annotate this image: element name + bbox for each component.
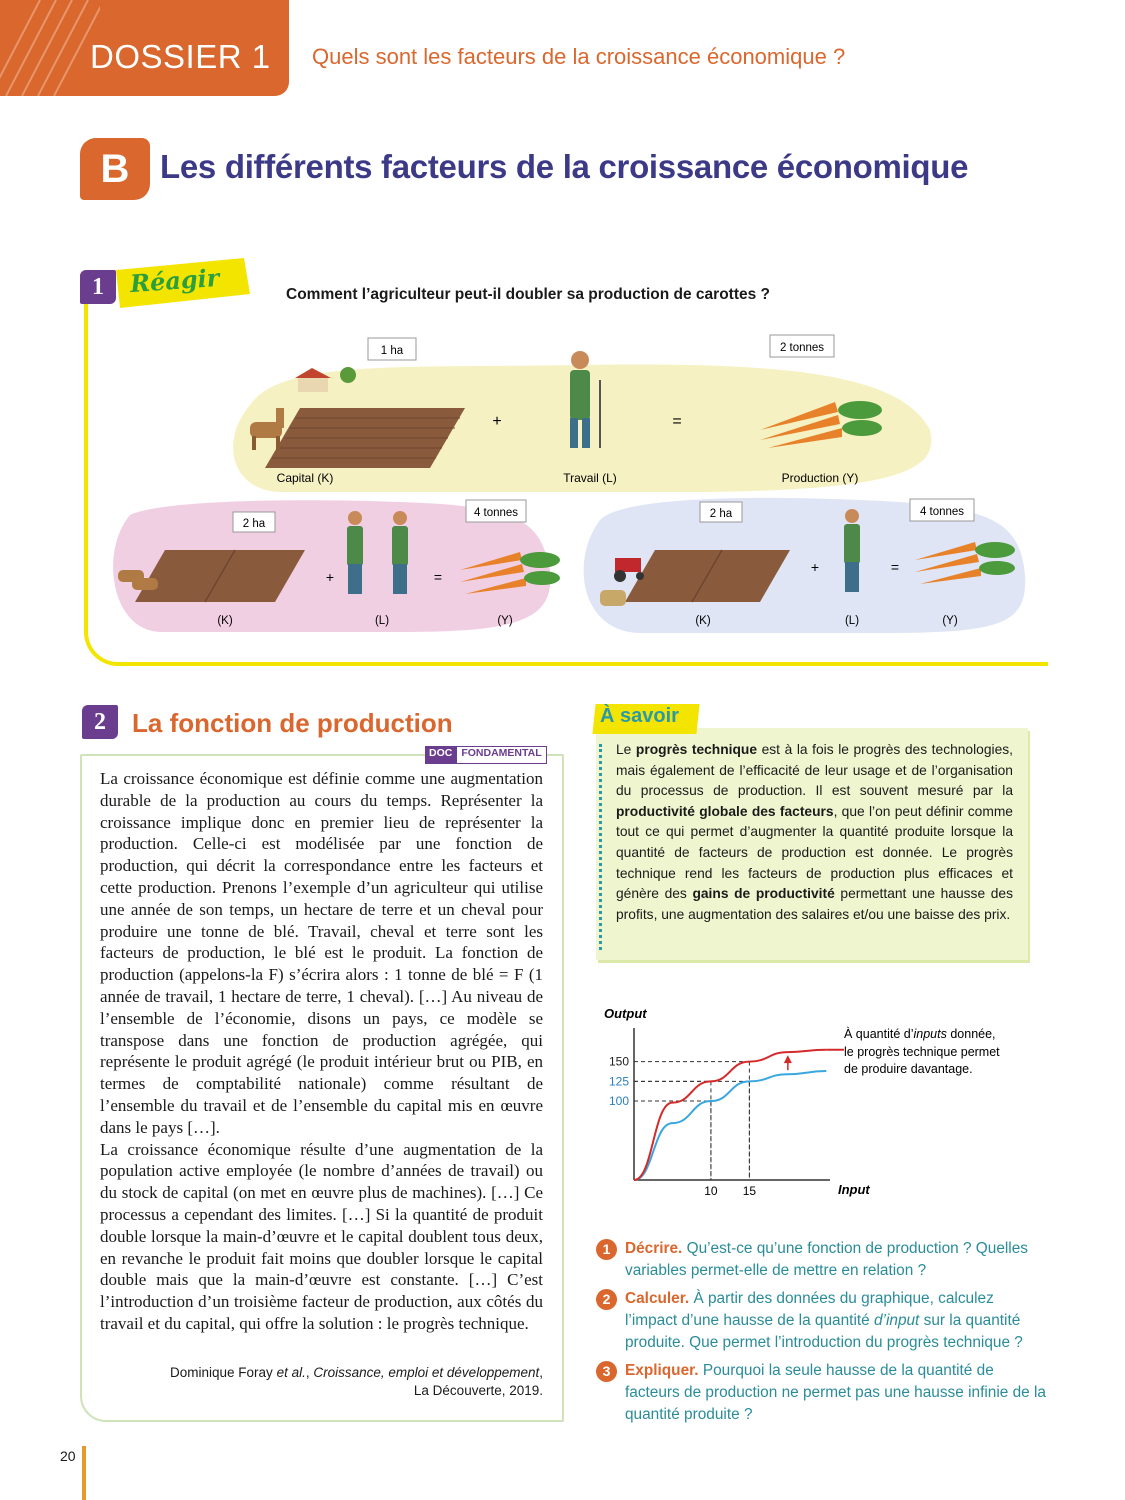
annotation-line-3: de produire davantage.	[844, 1062, 973, 1076]
question-text-em: d’input	[873, 1312, 920, 1329]
question-text: Pourquoi la seule hausse de la quantité de facteurs de production ne permet pas une hausse infinie de la quantité produite ?	[625, 1362, 1046, 1423]
right-output-label: 4 tonnes	[919, 506, 965, 518]
y-tick-100: 100	[608, 1094, 629, 1109]
guide-lines	[634, 1062, 749, 1180]
top-land-label: 1 ha	[380, 345, 404, 357]
doc2-paragraph-2: La croissance économique résulte d’une augmentation de la population active employée (le nombre d’années de travail) ou du stock de capital (on met en œuvre plus de machines). […] Ce processus a cependant des limites. […] Si la quantité de produit double lorsque la main-d’œuvre et le capital doublent tous deux, en revanche le produit fait moins que doubler lorsque le capital double mais que la main-d’œuvre est constante. […] C’est l’introduction d’un troisième facteur de production, aux côtés du travail et du capital, qui offre la solution : le progrès technique.	[100, 1139, 543, 1333]
y-tick-125: 125	[608, 1074, 629, 1089]
footer-rule	[82, 1446, 86, 1500]
source-etal: et al.	[276, 1365, 306, 1380]
series-line-1	[634, 1050, 826, 1180]
series-line-0	[634, 1071, 826, 1180]
page-number: 20	[60, 1448, 76, 1464]
badge-doc: DOC	[425, 746, 456, 764]
left-equals: =	[433, 569, 443, 585]
question-1	[596, 1238, 1051, 1282]
left-l: (L)	[374, 615, 390, 627]
production-function-chart	[600, 1000, 1040, 1210]
savoir-label: À savoir	[600, 705, 679, 727]
term-progres-technique: progrès technique	[635, 742, 758, 757]
doc1-question: Comment l’agriculteur peut-il doubler sa production de carottes ?	[286, 286, 770, 303]
doc2-source	[100, 1364, 543, 1400]
right-k: (K)	[695, 615, 711, 627]
term-gains-productivite: gains de productivité	[692, 886, 835, 902]
right-y: (Y)	[942, 615, 958, 627]
left-land-label: 2 ha	[242, 518, 266, 530]
question-number: 3	[596, 1361, 617, 1382]
doc2-paragraph-1: La croissance économique est définie comme une augmentation durable de la production au cours du temps. Représenter la croissance implique donc en premier lieu de représenter la production. Celle-ci est modélisée par une fonction de production, qui décrit la correspondance entre les facteurs et cette production. Prenons l’exemple d’un agriculteur qui utilise une année de son temps, un hectare de terre et un cheval pour produire une tonne de blé. Travail, cheval et terre sont les facteurs de production, le blé est le produit. La fonction de production (appelons-la F) s’écrira alors : 1 tonne de blé = F (1 année de travail, 1 hectare de terre, 1 cheval). […] Au niveau de l’ensemble de l’économie, disons un pays, ce modèle se transpose dans une fonction de production agrégée, qui représente le produit agrégé (le produit intérieur brut ou PIB, en termes de comptabilité nationale) comme résultant de l’ensemble du travail et de l’ensemble du capital mis en œuvre dans le pays […].	[100, 769, 543, 1137]
right-l: (L)	[844, 615, 860, 627]
source-publisher: La Découverte, 2019.	[413, 1383, 543, 1398]
production-illustration	[100, 320, 1040, 650]
source-author: Dominique Foray	[170, 1365, 277, 1380]
stripes-decoration	[0, 0, 100, 96]
top-plus: +	[492, 413, 502, 430]
right-plus: +	[810, 559, 820, 575]
y-axis-label: Output	[604, 1006, 647, 1021]
source-title: Croissance, emploi et développement	[313, 1365, 540, 1380]
top-capital-label: Capital (K)	[276, 471, 334, 485]
savoir-text: Le progrès technique est à la fois le progrès des technologies, mais également de l’efficacité de leur usage et de l’organisation du processus de production. Il est souvent mesuré par la productivité globale des facteurs, que l’on peut définir comme tout ce qui permet d’augmenter la quantité produite lorsque la quantité de facteurs de production est donnée. Le progrès technique rend les facteurs de production plus efficaces et génère des gains de productivité permettant une hausse des profits, une augmentation des salaires et/ou une baisse des prix.	[616, 742, 1013, 922]
right-land-label: 2 ha	[709, 508, 733, 520]
doc-fondamental-badge	[425, 746, 547, 764]
section-title: Les différents facteurs de la croissance économique	[160, 148, 969, 185]
term-pgf: productivité globale des facteurs	[616, 803, 834, 819]
source-sep2: ,	[539, 1365, 543, 1380]
right-equals: =	[890, 559, 900, 575]
series-group	[634, 1050, 844, 1180]
top-production-label: Production (Y)	[781, 471, 859, 485]
question-2	[596, 1288, 1051, 1354]
dossier-question: Quels sont les facteurs de la croissance économique ?	[312, 44, 846, 69]
question-number: 2	[596, 1289, 617, 1310]
savoir-dotted-rule	[599, 744, 602, 950]
y-tick-150: 150	[608, 1054, 629, 1069]
question-verb: Calculer.	[625, 1290, 690, 1307]
dossier-label: DOSSIER 1	[90, 38, 271, 75]
question-text: Qu’est-ce qu’une fonction de production ? Quelles variables permet-elle de mettre en relation ?	[625, 1240, 1028, 1279]
question-verb: Expliquer.	[625, 1362, 699, 1379]
question-verb: Décrire.	[625, 1240, 683, 1257]
annotation-line-1: À quantité d’inputs donnée,	[844, 1027, 996, 1041]
top-equals: =	[672, 413, 682, 430]
x-tick-10: 10	[704, 1184, 718, 1198]
question-3	[596, 1360, 1051, 1426]
doc2-title: La fonction de production	[132, 708, 453, 738]
annotation-line-2: le progrès technique permet	[844, 1045, 1000, 1059]
doc1-number: 1	[80, 270, 116, 304]
section-letter: B	[80, 138, 150, 200]
question-text: À partir des données du graphique, calculez l’impact d’une hausse de la quantité	[625, 1290, 994, 1329]
question-number: 1	[596, 1239, 617, 1260]
left-output-label: 4 tonnes	[473, 507, 519, 519]
left-y: (Y)	[497, 615, 513, 627]
doc2-body	[100, 768, 543, 1335]
x-tick-15: 15	[742, 1184, 757, 1198]
left-k: (K)	[217, 615, 233, 627]
badge-fondamental: FONDAMENTAL	[456, 746, 546, 764]
top-output-label: 2 tonnes	[779, 342, 825, 354]
source-sep: ,	[305, 1365, 314, 1380]
left-plus: +	[325, 569, 335, 585]
tick-labels	[609, 1055, 756, 1198]
x-axis-label: Input	[838, 1182, 870, 1197]
question-text: sur la quantité produite. Que permet l’introduction du progrès technique ?	[625, 1312, 1023, 1351]
shift-arrowhead	[784, 1055, 792, 1063]
doc1-label: Réagir	[129, 262, 221, 299]
questions-list	[596, 1238, 1051, 1432]
top-labour-label: Travail (L)	[563, 471, 617, 485]
doc2-number: 2	[82, 705, 118, 739]
